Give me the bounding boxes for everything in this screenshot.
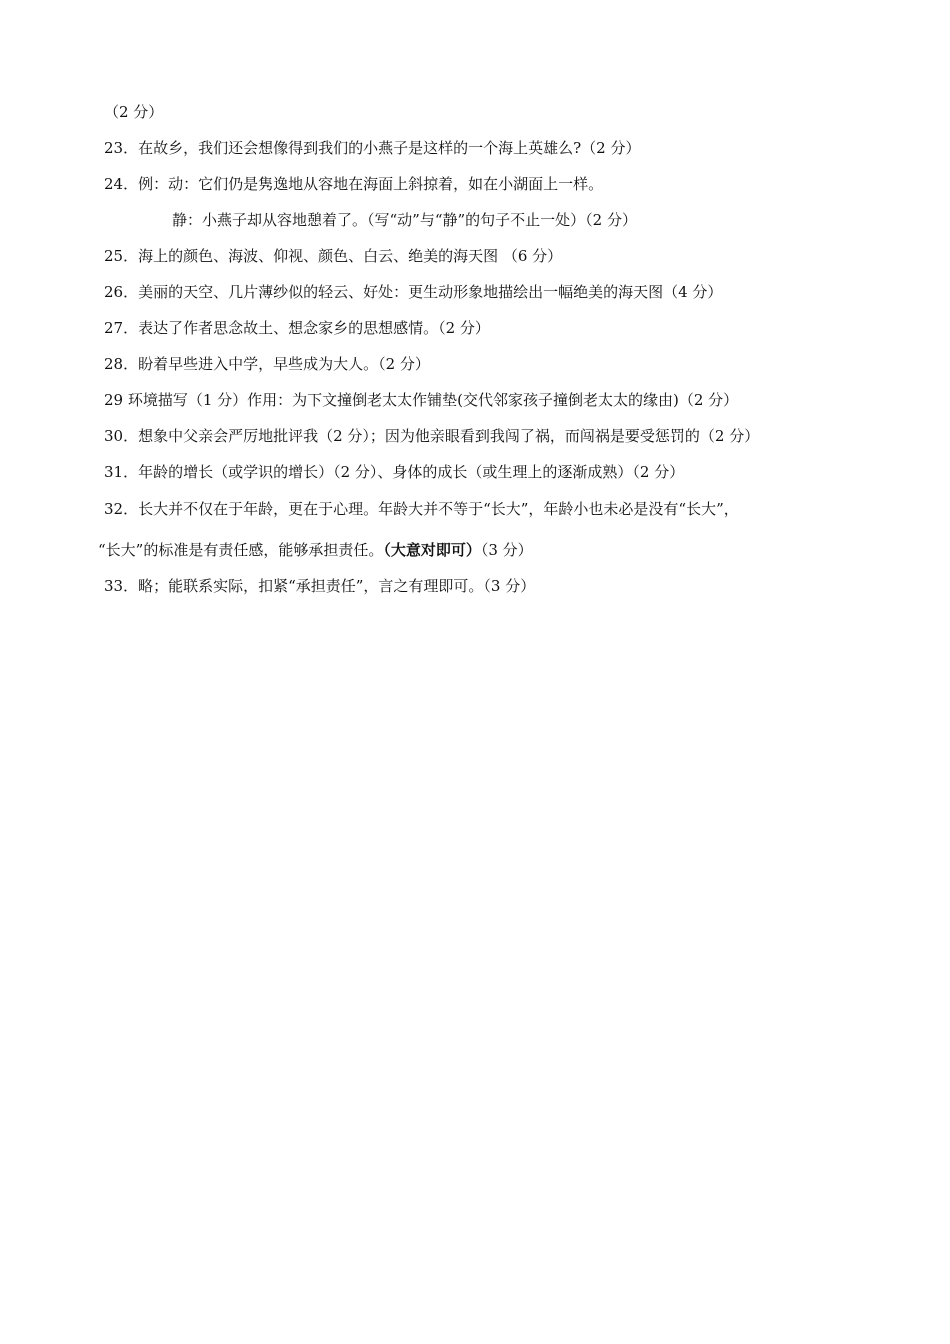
answer-32-part1: 32．长大并不仅在于年龄，更在于心理。年龄大并不等于“长大”，年龄小也未必是没有“长大”，	[104, 500, 739, 518]
answer-23: 23．在故乡，我们还会想像得到我们的小燕子是这样的一个海上英雄么?（2 分）	[104, 139, 641, 157]
answer-33: 33．略；能联系实际，扣紧“承担责任”，言之有理即可。（3 分）	[104, 577, 536, 595]
answer-32-score: （3 分）	[480, 541, 533, 559]
answer-32-note: （大意对即可）	[383, 541, 481, 559]
answer-25: 25．海上的颜色、海波、仰视、颜色、白云、绝美的海天图 （6 分）	[104, 247, 563, 265]
answer-32-part2	[98, 540, 533, 560]
answer-27: 27．表达了作者思念故土、想念家乡的思想感情。（2 分）	[104, 319, 490, 337]
answer-24-dong: 24．例：动：它们仍是隽逸地从容地在海面上斜掠着，如在小湖面上一样。	[104, 175, 604, 193]
answer-24-jing: 静：小燕子却从容地憩着了。（写“动”与“静”的句子不止一处）（2 分）	[172, 211, 637, 229]
answer-28: 28．盼着早些进入中学，早些成为大人。（2 分）	[104, 355, 430, 373]
answer-29: 29 环境描写（1 分）作用：为下文撞倒老太太作铺垫(交代邻家孩子撞倒老太太的缘由)（2 分）	[104, 391, 739, 409]
answer-22-score: （2 分）	[104, 103, 164, 121]
answer-30: 30．想象中父亲会严厉地批评我（2 分）；因为他亲眼看到我闯了祸，而闯祸是要受惩罚的（2 分）	[104, 427, 760, 445]
answer-26: 26．美丽的天空、几片薄纱似的轻云、好处：更生动形象地描绘出一幅绝美的海天图（4 分）	[104, 283, 723, 301]
answer-31: 31．年龄的增长（或学识的增长）（2 分）、身体的成长（或生理上的逐渐成熟）（2 分）	[104, 463, 685, 481]
answer-32-part2-text: “长大”的标准是有责任感，能够承担责任。	[98, 541, 384, 559]
